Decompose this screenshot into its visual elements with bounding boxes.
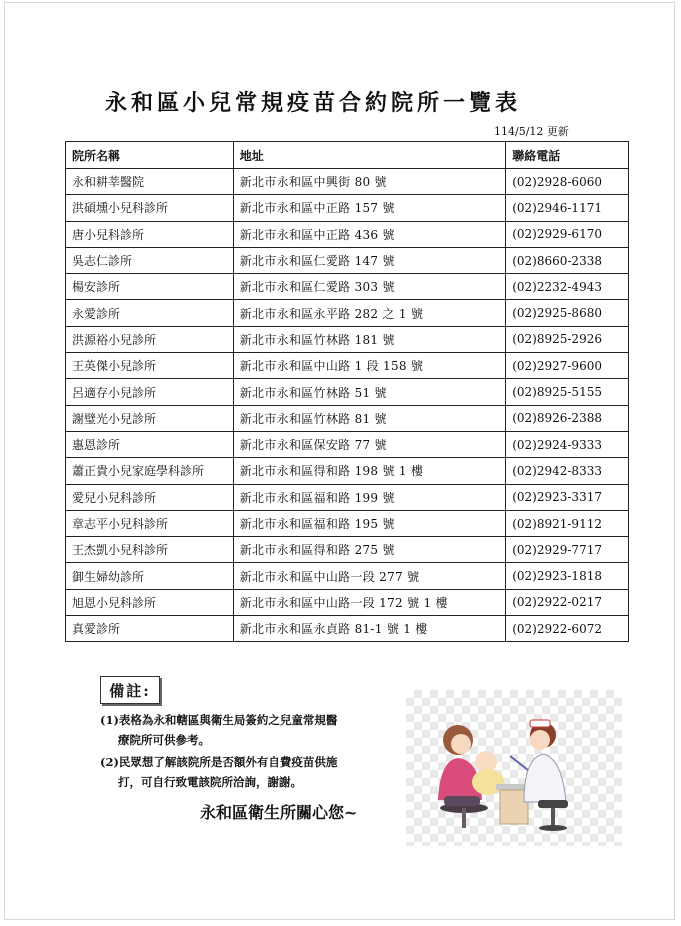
address-cell: 新北市永和區中山路一段 172 號 1 樓 [233,589,505,615]
address-cell: 新北市永和區永平路 282 之 1 號 [233,300,505,326]
table-row [66,300,629,326]
clinic-name-cell: 惠恩診所 [66,431,234,457]
address-cell: 新北市永和區中興街 80 號 [233,169,505,195]
clinic-name-cell: 謝璧光小兒診所 [66,405,234,431]
table-row [66,169,629,195]
note-2-line-2: 打，可自行致電該院所洽詢，謝謝。 [118,775,302,789]
phone-cell: (02)2232-4943 [506,274,629,300]
clinic-name-cell: 愛兒小兒科診所 [66,484,234,510]
clinic-name-cell: 洪源裕小兒診所 [66,326,234,352]
phone-cell: (02)8925-2926 [506,326,629,352]
table-row [66,510,629,536]
clinic-name-cell: 章志平小兒科診所 [66,510,234,536]
header-phone: 聯絡電話 [506,142,629,169]
table-row [66,247,629,273]
phone-cell: (02)8926-2388 [506,405,629,431]
phone-cell: (02)2923-1818 [506,563,629,589]
address-cell: 新北市永和區得和路 198 號 1 樓 [233,458,505,484]
phone-cell: (02)2942-8333 [506,458,629,484]
phone-cell: (02)2922-0217 [506,589,629,615]
address-cell: 新北市永和區保安路 77 號 [233,431,505,457]
table-row [66,195,629,221]
clinic-name-cell: 御生婦幼診所 [66,563,234,589]
address-cell: 新北市永和區中正路 436 號 [233,221,505,247]
address-cell: 新北市永和區中山路 1 段 158 號 [233,353,505,379]
clinic-name-cell: 吳志仁診所 [66,247,234,273]
address-cell: 新北市永和區中正路 157 號 [233,195,505,221]
update-date: 114/5/12 更新 [494,125,569,138]
phone-cell: (02)2929-6170 [506,221,629,247]
phone-cell: (02)2924-9333 [506,431,629,457]
address-cell: 新北市永和區仁愛路 147 號 [233,247,505,273]
table-row [66,458,629,484]
header-clinic-name: 院所名稱 [66,142,234,169]
table-row [66,405,629,431]
notes-heading: 備註: [100,676,160,704]
illustration-svg [406,690,622,846]
phone-cell: (02)8925-5155 [506,379,629,405]
address-cell: 新北市永和區福和路 195 號 [233,510,505,536]
clinic-name-cell: 洪碩壎小兒科診所 [66,195,234,221]
address-cell: 新北市永和區福和路 199 號 [233,484,505,510]
clinic-name-cell: 楊安診所 [66,274,234,300]
phone-cell: (02)2923-3317 [506,484,629,510]
address-cell: 新北市永和區竹林路 181 號 [233,326,505,352]
table-row [66,537,629,563]
phone-cell: (02)8660-2338 [506,247,629,273]
address-cell: 新北市永和區得和路 275 號 [233,537,505,563]
clinic-table [65,141,629,642]
clinic-name-cell: 蕭正貴小兒家庭學科診所 [66,458,234,484]
table-row [66,431,629,457]
address-cell: 新北市永和區仁愛路 303 號 [233,274,505,300]
phone-cell: (02)2929-7717 [506,537,629,563]
address-cell: 新北市永和區竹林路 51 號 [233,379,505,405]
note-2-line-1: (2)民眾想了解該院所是否額外有自費疫苗供施 [100,755,338,769]
note-item-2 [100,752,390,792]
phone-cell: (02)2925-8680 [506,300,629,326]
clinic-name-cell: 永愛診所 [66,300,234,326]
clinic-name-cell: 永和耕莘醫院 [66,169,234,195]
table-row [66,616,629,642]
table-row [66,326,629,352]
phone-cell: (02)2927-9600 [506,353,629,379]
table-row [66,274,629,300]
note-1-line-2: 療院所可供參考。 [118,733,210,747]
table-row [66,563,629,589]
phone-cell: (02)2946-1171 [506,195,629,221]
table-row [66,379,629,405]
phone-cell: (02)2922-6072 [506,616,629,642]
clinic-name-cell: 王杰凱小兒科診所 [66,537,234,563]
document-title: 永和區小兒常規疫苗合約院所一覽表 [105,90,522,116]
clinic-name-cell: 唐小兒科診所 [66,221,234,247]
note-item-1 [100,710,390,750]
closing-message: 永和區衛生所關心您~ [200,803,358,822]
clinic-name-cell: 真愛診所 [66,616,234,642]
phone-cell: (02)8921-9112 [506,510,629,536]
table-row [66,484,629,510]
table-row [66,353,629,379]
clinic-name-cell: 呂適存小兒診所 [66,379,234,405]
table-row [66,589,629,615]
header-address: 地址 [233,142,505,169]
address-cell: 新北市永和區永貞路 81-1 號 1 樓 [233,616,505,642]
address-cell: 新北市永和區竹林路 81 號 [233,405,505,431]
table-row [66,221,629,247]
phone-cell: (02)2928-6060 [506,169,629,195]
address-cell: 新北市永和區中山路一段 277 號 [233,563,505,589]
nurse-vaccinating-baby-illustration [406,690,622,846]
note-1-line-1: (1)表格為永和轄區與衛生局簽約之兒童常規醫 [100,713,338,727]
clinic-name-cell: 旭恩小兒科診所 [66,589,234,615]
clinic-name-cell: 王英傑小兒診所 [66,353,234,379]
table-header-row [66,142,629,169]
